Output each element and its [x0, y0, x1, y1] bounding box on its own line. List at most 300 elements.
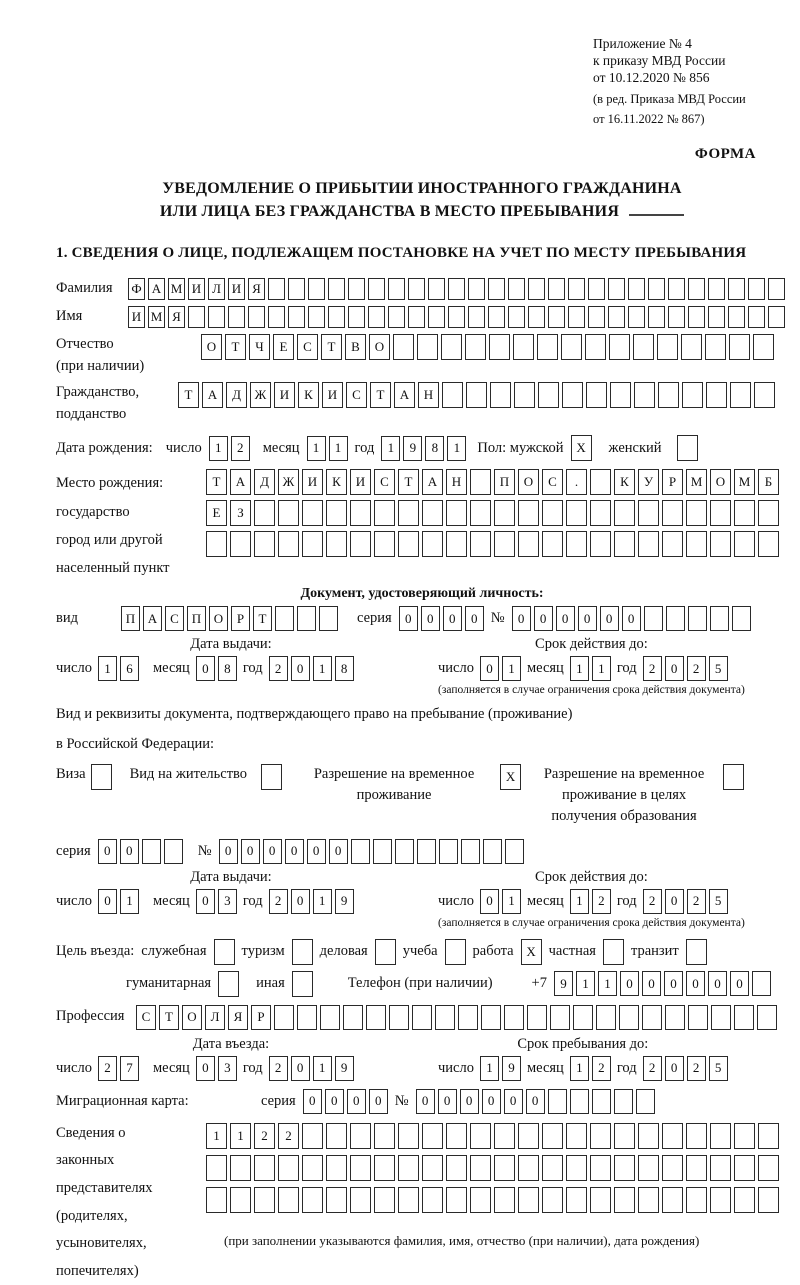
char-box[interactable]: 1	[313, 656, 332, 681]
char-box[interactable]: 0	[578, 606, 597, 631]
char-box[interactable]: 0	[347, 1089, 366, 1114]
char-box[interactable]: 1	[598, 971, 617, 996]
char-box[interactable]: С	[542, 469, 563, 495]
char-box[interactable]: 0	[303, 1089, 322, 1114]
char-box[interactable]	[734, 500, 755, 526]
char-box[interactable]: И	[128, 306, 145, 328]
char-box[interactable]: 0	[421, 606, 440, 631]
char-box[interactable]	[566, 1123, 587, 1149]
char-box[interactable]	[326, 1187, 347, 1213]
char-box[interactable]	[446, 1123, 467, 1149]
char-box[interactable]: З	[230, 500, 251, 526]
char-box[interactable]: Ж	[250, 382, 271, 408]
char-box[interactable]: 5	[709, 656, 728, 681]
char-box[interactable]	[662, 1155, 683, 1181]
char-box[interactable]	[230, 1155, 251, 1181]
char-box[interactable]	[636, 1089, 655, 1114]
char-box[interactable]	[412, 1005, 432, 1030]
char-box[interactable]: 1	[592, 656, 611, 681]
char-box[interactable]: Т	[225, 334, 246, 360]
char-box[interactable]: К	[614, 469, 635, 495]
char-box[interactable]: О	[182, 1005, 202, 1030]
char-box[interactable]	[494, 1187, 515, 1213]
char-box[interactable]: 5	[709, 889, 728, 914]
char-box[interactable]	[261, 764, 282, 790]
char-box[interactable]	[230, 1187, 251, 1213]
char-box[interactable]: 1	[502, 656, 521, 681]
char-box[interactable]: С	[136, 1005, 156, 1030]
char-box[interactable]	[518, 500, 539, 526]
char-box[interactable]	[758, 531, 779, 557]
char-box[interactable]	[648, 278, 665, 300]
char-box[interactable]	[638, 500, 659, 526]
char-box[interactable]: 2	[592, 1056, 611, 1081]
char-box[interactable]	[508, 306, 525, 328]
char-box[interactable]: 0	[120, 839, 139, 864]
char-box[interactable]	[326, 531, 347, 557]
char-box[interactable]	[538, 382, 559, 408]
char-box[interactable]	[662, 531, 683, 557]
char-box[interactable]	[648, 306, 665, 328]
char-box[interactable]: 0	[512, 606, 531, 631]
char-box[interactable]	[374, 1187, 395, 1213]
char-box[interactable]	[348, 278, 365, 300]
char-box[interactable]	[614, 500, 635, 526]
char-box[interactable]	[585, 334, 606, 360]
char-box[interactable]	[710, 1155, 731, 1181]
char-box[interactable]	[458, 1005, 478, 1030]
char-box[interactable]	[465, 334, 486, 360]
char-box[interactable]	[542, 500, 563, 526]
char-box[interactable]: 0	[526, 1089, 545, 1114]
char-box[interactable]: 2	[687, 889, 706, 914]
char-box[interactable]: 9	[502, 1056, 521, 1081]
char-box[interactable]	[686, 1123, 707, 1149]
char-box[interactable]	[586, 382, 607, 408]
char-box[interactable]	[666, 606, 685, 631]
char-box[interactable]: X	[521, 939, 542, 965]
char-box[interactable]	[398, 500, 419, 526]
char-box[interactable]	[513, 334, 534, 360]
char-box[interactable]	[494, 1155, 515, 1181]
char-box[interactable]	[588, 278, 605, 300]
char-box[interactable]: 2	[231, 436, 250, 461]
char-box[interactable]	[686, 1187, 707, 1213]
char-box[interactable]	[588, 306, 605, 328]
char-box[interactable]	[254, 1155, 275, 1181]
char-box[interactable]: 0	[480, 889, 499, 914]
char-box[interactable]: 1	[313, 889, 332, 914]
char-box[interactable]: 2	[643, 656, 662, 681]
char-box[interactable]	[561, 334, 582, 360]
char-box[interactable]: 0	[730, 971, 749, 996]
char-box[interactable]: И	[350, 469, 371, 495]
char-box[interactable]	[686, 531, 707, 557]
char-box[interactable]: Е	[206, 500, 227, 526]
char-box[interactable]	[448, 306, 465, 328]
char-box[interactable]	[754, 382, 775, 408]
char-box[interactable]	[590, 1187, 611, 1213]
char-box[interactable]: 0	[291, 656, 310, 681]
char-box[interactable]	[228, 306, 245, 328]
char-box[interactable]	[366, 1005, 386, 1030]
char-box[interactable]	[206, 1155, 227, 1181]
char-box[interactable]: 0	[329, 839, 348, 864]
char-box[interactable]	[343, 1005, 363, 1030]
char-box[interactable]	[527, 1005, 547, 1030]
char-box[interactable]: М	[168, 278, 185, 300]
char-box[interactable]: 0	[196, 1056, 215, 1081]
char-box[interactable]	[398, 1155, 419, 1181]
char-box[interactable]	[723, 764, 744, 790]
char-box[interactable]	[710, 606, 729, 631]
char-box[interactable]: Т	[253, 606, 272, 631]
char-box[interactable]: 0	[285, 839, 304, 864]
char-box[interactable]: 2	[687, 1056, 706, 1081]
char-box[interactable]	[214, 939, 235, 965]
char-box[interactable]	[142, 839, 161, 864]
char-box[interactable]	[688, 306, 705, 328]
char-box[interactable]	[711, 1005, 731, 1030]
char-box[interactable]: 1	[313, 1056, 332, 1081]
char-box[interactable]: 1	[576, 971, 595, 996]
char-box[interactable]: А	[394, 382, 415, 408]
char-box[interactable]: О	[209, 606, 228, 631]
char-box[interactable]	[468, 278, 485, 300]
char-box[interactable]	[732, 606, 751, 631]
char-box[interactable]: Б	[758, 469, 779, 495]
char-box[interactable]	[542, 1155, 563, 1181]
char-box[interactable]: Е	[273, 334, 294, 360]
char-box[interactable]: 2	[269, 1056, 288, 1081]
char-box[interactable]: 2	[643, 1056, 662, 1081]
char-box[interactable]	[665, 1005, 685, 1030]
char-box[interactable]	[638, 1155, 659, 1181]
char-box[interactable]: 1	[447, 436, 466, 461]
char-box[interactable]: 0	[622, 606, 641, 631]
char-box[interactable]	[748, 306, 765, 328]
char-box[interactable]: 2	[254, 1123, 275, 1149]
char-box[interactable]: Н	[418, 382, 439, 408]
char-box[interactable]	[422, 500, 443, 526]
char-box[interactable]: 0	[263, 839, 282, 864]
char-box[interactable]: И	[274, 382, 295, 408]
char-box[interactable]	[708, 278, 725, 300]
char-box[interactable]: Т	[178, 382, 199, 408]
char-box[interactable]	[528, 306, 545, 328]
char-box[interactable]: Р	[231, 606, 250, 631]
char-box[interactable]	[562, 382, 583, 408]
char-box[interactable]	[614, 1187, 635, 1213]
char-box[interactable]: 0	[241, 839, 260, 864]
char-box[interactable]	[445, 939, 466, 965]
char-box[interactable]	[542, 531, 563, 557]
char-box[interactable]: 0	[642, 971, 661, 996]
char-box[interactable]	[748, 278, 765, 300]
char-box[interactable]: 2	[269, 656, 288, 681]
char-box[interactable]	[328, 306, 345, 328]
char-box[interactable]: Л	[208, 278, 225, 300]
char-box[interactable]	[268, 306, 285, 328]
char-box[interactable]: 0	[98, 889, 117, 914]
char-box[interactable]	[488, 306, 505, 328]
char-box[interactable]: 9	[403, 436, 422, 461]
char-box[interactable]	[681, 334, 702, 360]
char-box[interactable]: 0	[482, 1089, 501, 1114]
char-box[interactable]: 0	[665, 889, 684, 914]
char-box[interactable]	[393, 334, 414, 360]
char-box[interactable]	[481, 1005, 501, 1030]
char-box[interactable]	[398, 1187, 419, 1213]
char-box[interactable]	[461, 839, 480, 864]
char-box[interactable]	[504, 1005, 524, 1030]
char-box[interactable]: 2	[643, 889, 662, 914]
char-box[interactable]: 0	[399, 606, 418, 631]
char-box[interactable]	[710, 1187, 731, 1213]
char-box[interactable]	[483, 839, 502, 864]
char-box[interactable]	[758, 1155, 779, 1181]
char-box[interactable]	[708, 306, 725, 328]
char-box[interactable]	[388, 278, 405, 300]
char-box[interactable]	[642, 1005, 662, 1030]
char-box[interactable]	[758, 1123, 779, 1149]
char-box[interactable]	[470, 531, 491, 557]
char-box[interactable]	[320, 1005, 340, 1030]
char-box[interactable]	[490, 382, 511, 408]
char-box[interactable]	[351, 839, 370, 864]
char-box[interactable]	[566, 531, 587, 557]
char-box[interactable]	[688, 1005, 708, 1030]
char-box[interactable]	[326, 1155, 347, 1181]
char-box[interactable]: X	[571, 435, 592, 461]
char-box[interactable]	[374, 531, 395, 557]
char-box[interactable]: 0	[196, 656, 215, 681]
char-box[interactable]	[688, 606, 707, 631]
char-box[interactable]: Т	[206, 469, 227, 495]
char-box[interactable]	[710, 531, 731, 557]
char-box[interactable]	[730, 382, 751, 408]
char-box[interactable]	[435, 1005, 455, 1030]
char-box[interactable]: 0	[504, 1089, 523, 1114]
char-box[interactable]	[514, 382, 535, 408]
char-box[interactable]	[278, 1155, 299, 1181]
char-box[interactable]	[292, 971, 313, 997]
char-box[interactable]	[668, 306, 685, 328]
char-box[interactable]	[596, 1005, 616, 1030]
char-box[interactable]: 1	[381, 436, 400, 461]
char-box[interactable]	[395, 839, 414, 864]
char-box[interactable]	[729, 334, 750, 360]
char-box[interactable]	[494, 531, 515, 557]
char-box[interactable]	[388, 306, 405, 328]
char-box[interactable]	[688, 278, 705, 300]
char-box[interactable]	[448, 278, 465, 300]
char-box[interactable]: А	[422, 469, 443, 495]
char-box[interactable]: В	[345, 334, 366, 360]
char-box[interactable]	[302, 1187, 323, 1213]
char-box[interactable]	[614, 1089, 633, 1114]
char-box[interactable]	[350, 1155, 371, 1181]
char-box[interactable]: А	[202, 382, 223, 408]
char-box[interactable]	[608, 278, 625, 300]
char-box[interactable]	[278, 1187, 299, 1213]
char-box[interactable]	[389, 1005, 409, 1030]
char-box[interactable]	[328, 278, 345, 300]
char-box[interactable]	[758, 1187, 779, 1213]
char-box[interactable]	[752, 971, 771, 996]
char-box[interactable]	[662, 1187, 683, 1213]
char-box[interactable]	[548, 1089, 567, 1114]
char-box[interactable]: М	[686, 469, 707, 495]
char-box[interactable]	[470, 500, 491, 526]
char-box[interactable]	[398, 1123, 419, 1149]
char-box[interactable]	[488, 278, 505, 300]
char-box[interactable]: 0	[325, 1089, 344, 1114]
char-box[interactable]: 1	[502, 889, 521, 914]
char-box[interactable]	[566, 1187, 587, 1213]
char-box[interactable]: К	[298, 382, 319, 408]
char-box[interactable]: И	[322, 382, 343, 408]
char-box[interactable]	[308, 278, 325, 300]
char-box[interactable]	[494, 500, 515, 526]
char-box[interactable]: 0	[480, 656, 499, 681]
char-box[interactable]: 1	[570, 656, 589, 681]
char-box[interactable]: 0	[534, 606, 553, 631]
char-box[interactable]: Т	[321, 334, 342, 360]
char-box[interactable]	[710, 1123, 731, 1149]
char-box[interactable]	[638, 1187, 659, 1213]
char-box[interactable]	[734, 1155, 755, 1181]
char-box[interactable]	[350, 1123, 371, 1149]
char-box[interactable]: 0	[291, 889, 310, 914]
char-box[interactable]	[570, 1089, 589, 1114]
char-box[interactable]	[254, 531, 275, 557]
char-box[interactable]	[218, 971, 239, 997]
char-box[interactable]	[374, 1123, 395, 1149]
char-box[interactable]	[590, 1123, 611, 1149]
char-box[interactable]: 0	[416, 1089, 435, 1114]
char-box[interactable]: 9	[335, 889, 354, 914]
char-box[interactable]: 0	[460, 1089, 479, 1114]
char-box[interactable]	[302, 500, 323, 526]
char-box[interactable]: 1	[206, 1123, 227, 1149]
char-box[interactable]	[542, 1123, 563, 1149]
char-box[interactable]	[373, 839, 392, 864]
char-box[interactable]: 1	[120, 889, 139, 914]
char-box[interactable]	[470, 1123, 491, 1149]
char-box[interactable]	[350, 1187, 371, 1213]
char-box[interactable]: У	[638, 469, 659, 495]
char-box[interactable]	[374, 1155, 395, 1181]
char-box[interactable]: 0	[556, 606, 575, 631]
char-box[interactable]: Я	[228, 1005, 248, 1030]
char-box[interactable]: Д	[226, 382, 247, 408]
char-box[interactable]	[734, 1123, 755, 1149]
char-box[interactable]: И	[302, 469, 323, 495]
char-box[interactable]	[206, 531, 227, 557]
char-box[interactable]	[518, 531, 539, 557]
char-box[interactable]: О	[369, 334, 390, 360]
char-box[interactable]: 2	[278, 1123, 299, 1149]
char-box[interactable]	[288, 278, 305, 300]
char-box[interactable]	[573, 1005, 593, 1030]
char-box[interactable]: 7	[120, 1056, 139, 1081]
char-box[interactable]	[368, 278, 385, 300]
char-box[interactable]	[489, 334, 510, 360]
char-box[interactable]	[518, 1187, 539, 1213]
char-box[interactable]: 2	[687, 656, 706, 681]
char-box[interactable]	[757, 1005, 777, 1030]
char-box[interactable]	[350, 500, 371, 526]
char-box[interactable]	[528, 278, 545, 300]
char-box[interactable]	[662, 1123, 683, 1149]
char-box[interactable]	[428, 278, 445, 300]
char-box[interactable]	[422, 531, 443, 557]
char-box[interactable]: 1	[98, 656, 117, 681]
char-box[interactable]	[398, 531, 419, 557]
char-box[interactable]	[603, 939, 624, 965]
char-box[interactable]	[408, 306, 425, 328]
char-box[interactable]	[768, 306, 785, 328]
char-box[interactable]: 0	[664, 971, 683, 996]
char-box[interactable]	[417, 334, 438, 360]
char-box[interactable]	[188, 306, 205, 328]
char-box[interactable]	[470, 1155, 491, 1181]
char-box[interactable]	[705, 334, 726, 360]
char-box[interactable]	[208, 306, 225, 328]
char-box[interactable]: 1	[230, 1123, 251, 1149]
char-box[interactable]	[614, 531, 635, 557]
char-box[interactable]	[753, 334, 774, 360]
char-box[interactable]: 1	[209, 436, 228, 461]
char-box[interactable]: И	[188, 278, 205, 300]
char-box[interactable]	[568, 278, 585, 300]
char-box[interactable]: А	[230, 469, 251, 495]
char-box[interactable]	[442, 382, 463, 408]
char-box[interactable]	[590, 500, 611, 526]
char-box[interactable]: 2	[592, 889, 611, 914]
char-box[interactable]: 0	[665, 656, 684, 681]
char-box[interactable]: 0	[307, 839, 326, 864]
char-box[interactable]	[297, 1005, 317, 1030]
char-box[interactable]	[677, 435, 698, 461]
char-box[interactable]	[686, 500, 707, 526]
char-box[interactable]	[592, 1089, 611, 1114]
char-box[interactable]	[248, 306, 265, 328]
char-box[interactable]: 2	[269, 889, 288, 914]
char-box[interactable]	[446, 531, 467, 557]
char-box[interactable]: Д	[254, 469, 275, 495]
char-box[interactable]: 6	[120, 656, 139, 681]
char-box[interactable]	[628, 278, 645, 300]
char-box[interactable]	[91, 764, 112, 790]
char-box[interactable]	[470, 469, 491, 495]
char-box[interactable]	[518, 1155, 539, 1181]
char-box[interactable]	[446, 500, 467, 526]
char-box[interactable]: 0	[686, 971, 705, 996]
char-box[interactable]	[441, 334, 462, 360]
char-box[interactable]: С	[297, 334, 318, 360]
char-box[interactable]: Р	[251, 1005, 271, 1030]
char-box[interactable]: 0	[665, 1056, 684, 1081]
char-box[interactable]	[542, 1187, 563, 1213]
char-box[interactable]	[408, 278, 425, 300]
char-box[interactable]: О	[201, 334, 222, 360]
char-box[interactable]	[274, 1005, 294, 1030]
char-box[interactable]: 0	[600, 606, 619, 631]
char-box[interactable]	[368, 306, 385, 328]
char-box[interactable]: Т	[398, 469, 419, 495]
